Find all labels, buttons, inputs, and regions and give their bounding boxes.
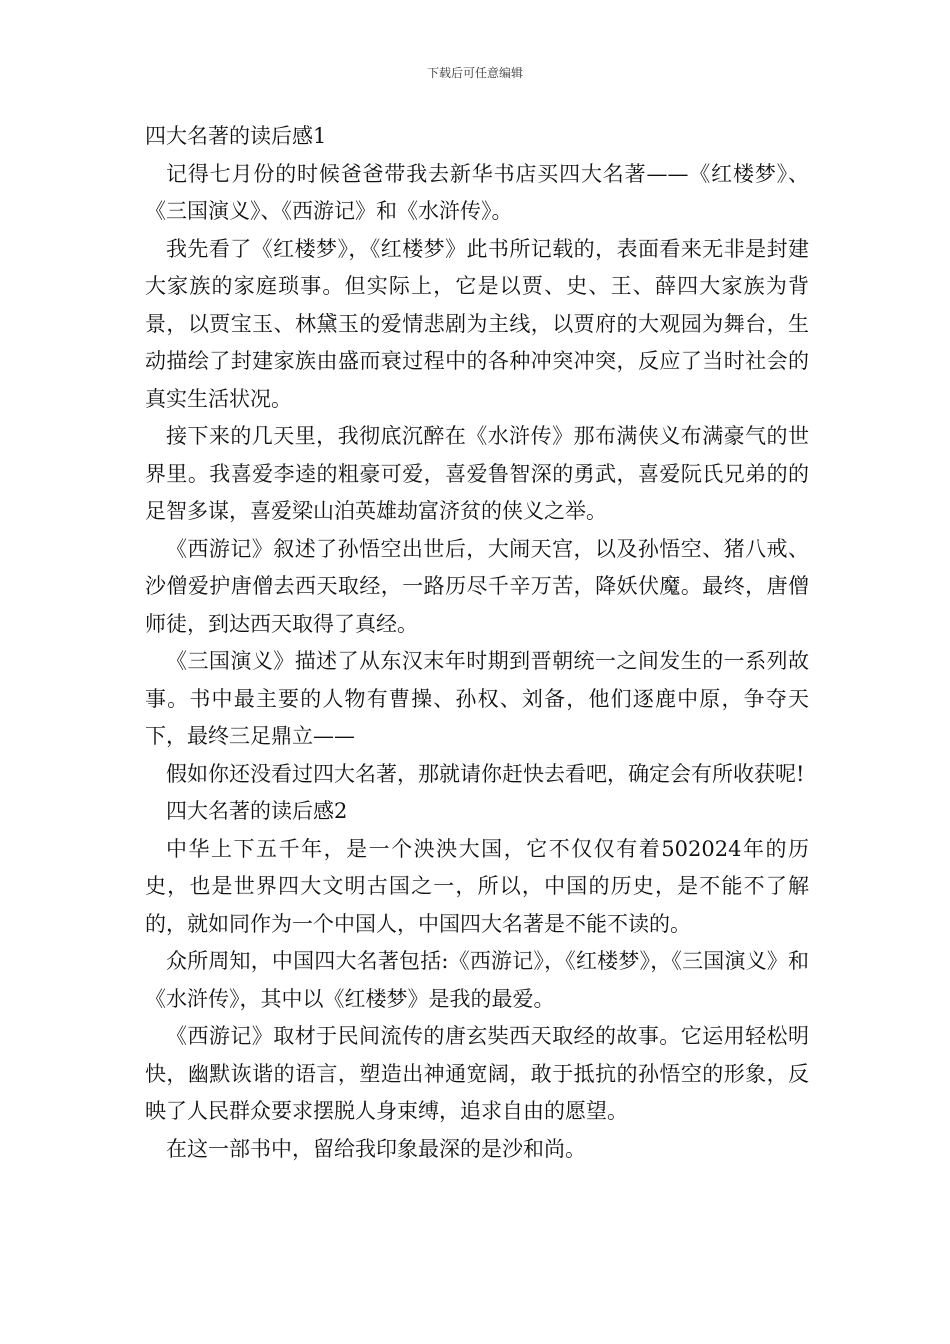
paragraph: 在这一部书中，留给我印象最深的是沙和尚。	[166, 1136, 586, 1161]
paragraph: 《西游记》取材于民间流传的唐玄奘西天取经的故事。它运用轻松明快，幽默诙谐的语言，塑造出神通宽阔，敢于抵抗的孙悟空的形象，反映了人民群众要求摆脱人身束缚，追求自由的愿望。	[145, 1024, 809, 1123]
paragraph: 假如你还没看过四大名著，那就请你赶快去看吧，确定会有所收获呢!	[166, 761, 805, 786]
section-heading-2: 四大名著的读后感2	[166, 799, 348, 823]
paragraph: 我先看了《红楼梦》，《红楼梦》此书所记载的，表面看来无非是封建大家族的家庭琐事。但实际上，它是以贾、史、王、薛四大家族为背景，以贾宝玉、林黛玉的爱情悲剧为主线，以贾府的大观园为舞台，生动描绘了封建家族由盛而衰过程中的各种冲突冲突，反应了当时社会的真实生活状况。	[145, 236, 809, 411]
document-body	[145, 118, 809, 1168]
paragraph: 《三国演义》描述了从东汉末年时期到晋朝统一之间发生的一系列故事。书中最主要的人物有曹操、孙权、刘备，他们逐鹿中原，争夺天下，最终三足鼎立——	[145, 649, 809, 748]
paragraph: 中华上下五千年，是一个泱泱大国，它不仅仅有着502024年的历史，也是世界四大文明古国之一，所以，中国的历史，是不能不了解的，就如同作为一个中国人，中国四大名著是不能不读的。	[145, 836, 809, 936]
page-header: 下载后可任意编辑	[426, 66, 523, 80]
paragraph: 接下来的几天里，我彻底沉醉在《水浒传》那布满侠义布满豪气的世界里。我喜爱李逵的粗豪可爱，喜爱鲁智深的勇武，喜爱阮氏兄弟的的足智多谋，喜爱梁山泊英雄劫富济贫的侠义之举。	[145, 424, 809, 523]
section-heading-1: 四大名著的读后感1	[145, 124, 327, 148]
paragraph: 《西游记》叙述了孙悟空出世后，大闹天宫，以及孙悟空、猪八戒、沙僧爱护唐僧去西天取经，一路历尽千辛万苦，降妖伏魔。最终，唐僧师徒，到达西天取得了真经。	[145, 536, 809, 636]
paragraph: 众所周知，中国四大名著包括:《西游记》，《红楼梦》，《三国演义》和《水浒传》，其中以《红楼梦》是我的最爱。	[145, 949, 809, 1011]
paragraph: 记得七月份的时候爸爸带我去新华书店买四大名著——《红楼梦》、《三国演义》、《西游记》和《水浒传》。	[145, 161, 809, 223]
